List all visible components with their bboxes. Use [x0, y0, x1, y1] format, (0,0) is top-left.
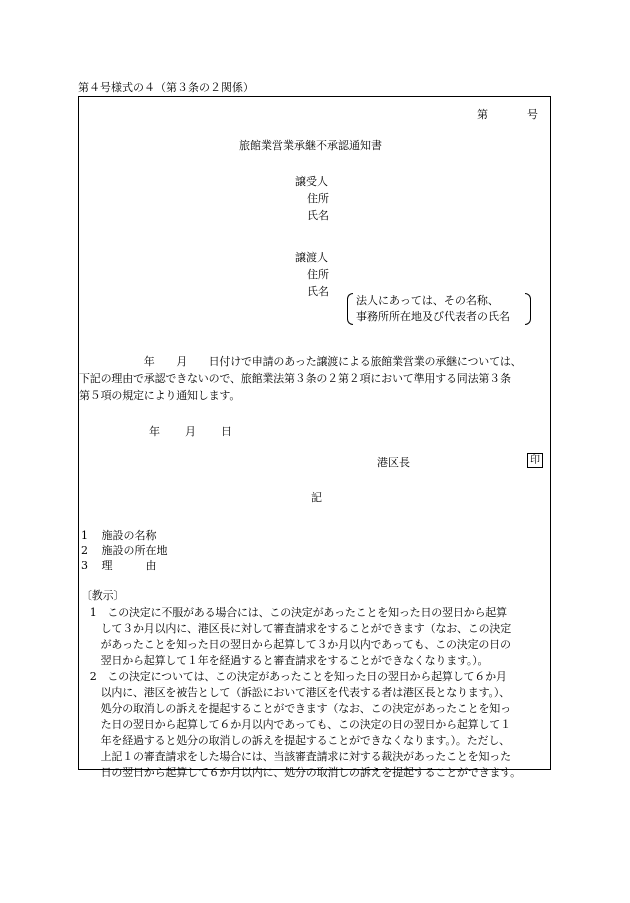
date-year: 年 [149, 425, 160, 438]
notice-line: 日の翌日から起算して６か月以内に、処分の取消しの訴えを提起することができます。 [79, 766, 521, 779]
seal-box: 印 [527, 453, 543, 468]
item-label: 理 由 [101, 559, 157, 572]
body-line: 第５項の規定により通知します。 [79, 389, 241, 402]
notice-heading: 〔教示〕 [81, 589, 125, 602]
notice-line: 処分の取消しの訴えを提起することができます（なお、この決定があったことを知っ [79, 702, 511, 715]
corporate-note-line: 法人にあっては、その名称、 [356, 294, 499, 307]
transferor-address-label: 住所 [307, 268, 329, 281]
item-number: 3 [81, 559, 88, 572]
document-frame [78, 96, 551, 779]
body-line: 年 月 日付けで申請のあった譲渡による旅館業営業の承継については、 [79, 355, 522, 368]
date-month: 月 [185, 425, 196, 438]
notice-line: して３か月以内に、港区長に対して審査請求をすることができます（なお、この決定 [79, 622, 511, 635]
doc-number-dai: 第 [477, 108, 488, 121]
transferee-address-label: 住所 [307, 192, 329, 205]
transferee-name-label: 氏名 [307, 209, 329, 222]
form-caption: 第４号様式の４（第３条の２関係） [78, 81, 254, 94]
notice-line: 2 この決定については、この決定があったことを知った日の翌日から起算して６か月 [79, 670, 507, 683]
left-bracket [347, 293, 353, 325]
notice-line: 1 この決定に不服がある場合には、この決定があったことを知った日の翌日から起算 [79, 606, 507, 619]
right-bracket [525, 293, 531, 325]
notice-line: があったことを知った日の翌日から起算して３か月以内であっても、この決定の日の [79, 638, 511, 651]
notice-line: た日の翌日から起算して６か月以内であっても、この決定の日の翌日から起算して１ [79, 718, 511, 731]
transferor-heading: 譲渡人 [295, 251, 328, 264]
list-item [81, 557, 157, 573]
document-title: 旅館業営業承継不承認通知書 [239, 139, 382, 152]
list-item [81, 542, 168, 558]
body-paragraph [79, 353, 551, 404]
item-number: 2 [81, 544, 88, 557]
corporate-note-text [356, 293, 510, 325]
item-number: 1 [81, 529, 88, 542]
date-day: 日 [221, 425, 232, 438]
transferee-heading: 譲受人 [295, 175, 328, 188]
notice-line: 以内に、港区を被告として（訴訟において港区を代表する者は港区長となります。）、 [79, 686, 510, 699]
list-item [81, 527, 157, 543]
body-line: 下記の理由で承認できないので、旅館業法第３条の２第２項において準用する同法第３条 [79, 372, 511, 385]
doc-number-go: 号 [527, 108, 538, 121]
corporate-note [347, 293, 531, 327]
corporate-note-line: 事務所所在地及び代表者の氏名 [356, 310, 510, 323]
notice-line: 翌日から起算して１年を経過すると審査請求をすることができなくなります。）。 [79, 654, 489, 667]
item-label: 施設の名称 [101, 529, 157, 542]
notice-line: 上記１の審査請求をした場合には、当該審査請求に対する裁決があったことを知った [79, 750, 511, 763]
item-label: 施設の所在地 [101, 544, 168, 557]
issuer: 港区長 [377, 456, 410, 469]
transferor-name-label: 氏名 [307, 285, 329, 298]
notice-line: 年を経過すると処分の取消しの訴えを提起することができなくなります。）。ただし、 [79, 734, 510, 747]
ki-heading: 記 [311, 491, 322, 504]
